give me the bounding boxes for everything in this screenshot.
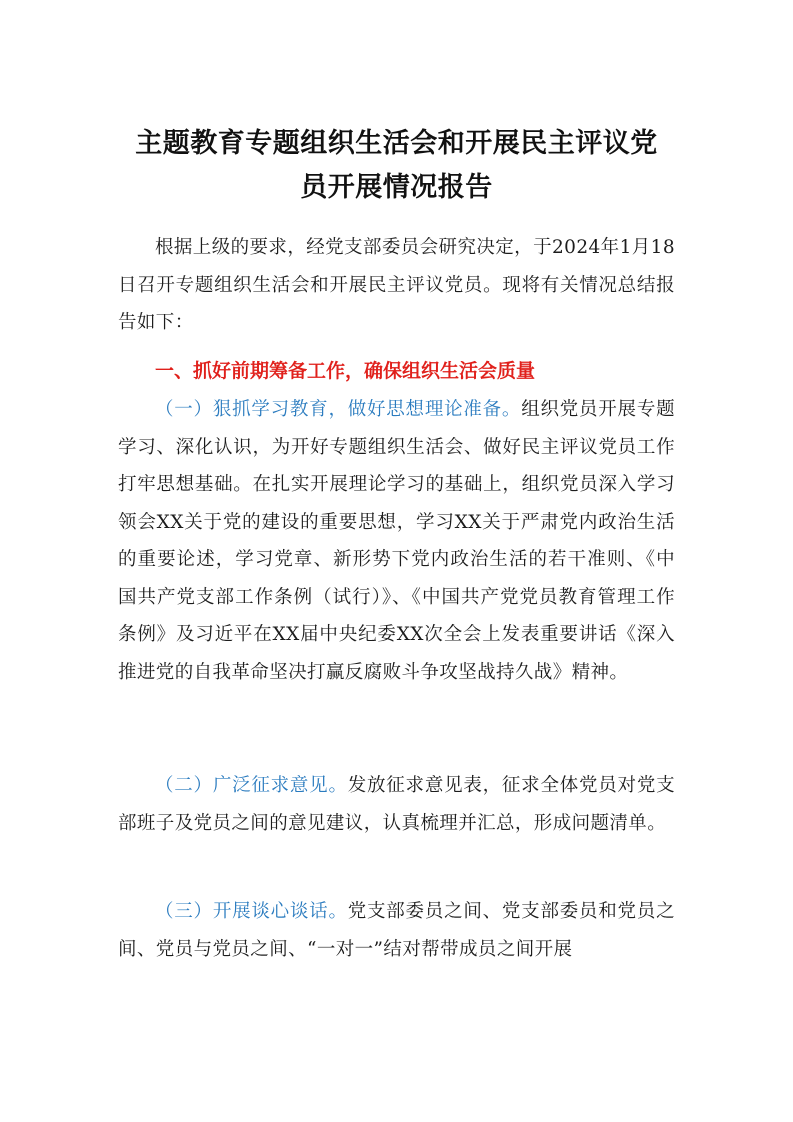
item-1-paragraph bbox=[118, 391, 675, 691]
intro-paragraph: 根据上级的要求，经党支部委员会研究决定，于2024年1月18日召开专题组织生活会和开展民主评议党员。现将有关情况总结报告如下： bbox=[118, 237, 675, 333]
title-line-1: 主题教育专题组织生活会和开展民主评议党 bbox=[135, 128, 658, 159]
item-3-paragraph bbox=[118, 893, 675, 968]
section-heading-1: 一、抓好前期筹备工作，确保组织生活会质量 bbox=[155, 360, 536, 382]
item-2-heading: （二）广泛征求意见。 bbox=[155, 775, 348, 796]
item-3-heading: （三）开展谈心谈话。 bbox=[155, 901, 348, 922]
intro-block bbox=[118, 229, 675, 342]
item-1-block bbox=[118, 391, 675, 691]
item-2-block bbox=[118, 767, 675, 842]
item-1-heading: （一）狠抓学习教育，做好思想理论准备。 bbox=[155, 399, 522, 420]
item-2-body: 发放征求意见表，征求全体党员对党支部班子及党员之间的意见建议，认真梳理并汇总，形成问题清单。 bbox=[118, 775, 675, 834]
item-1-body: 组织党员开展专题学习、深化认识，为开好专题组织生活会、做好民主评议党员工作打牢思想基础。在扎实开展理论学习的基础上，组织党员深入学习领会XX关于党的建设的重要思想，学习XX关于严肃党内政治生活的重要论述，学习党章、新形势下党内政治生活的若干准则、《中国共产党支部工作条例（试行）》、《中国共产党党员教育管理工作条例》及习近平在XX届中央纪委XX次全会上发表重要讲话《深入推进党的自我革命坚决打赢反腐败斗争攻坚战持久战》精神。 bbox=[118, 399, 675, 683]
item-2-paragraph bbox=[118, 767, 675, 842]
title-line-2: 员开展情况报告 bbox=[300, 172, 493, 203]
document-title bbox=[118, 122, 675, 210]
item-3-block bbox=[118, 893, 675, 968]
item-3-body: 党支部委员之间、党支部委员和党员之间、党员与党员之间、“一对一”结对帮带成员之间开展 bbox=[118, 901, 675, 960]
